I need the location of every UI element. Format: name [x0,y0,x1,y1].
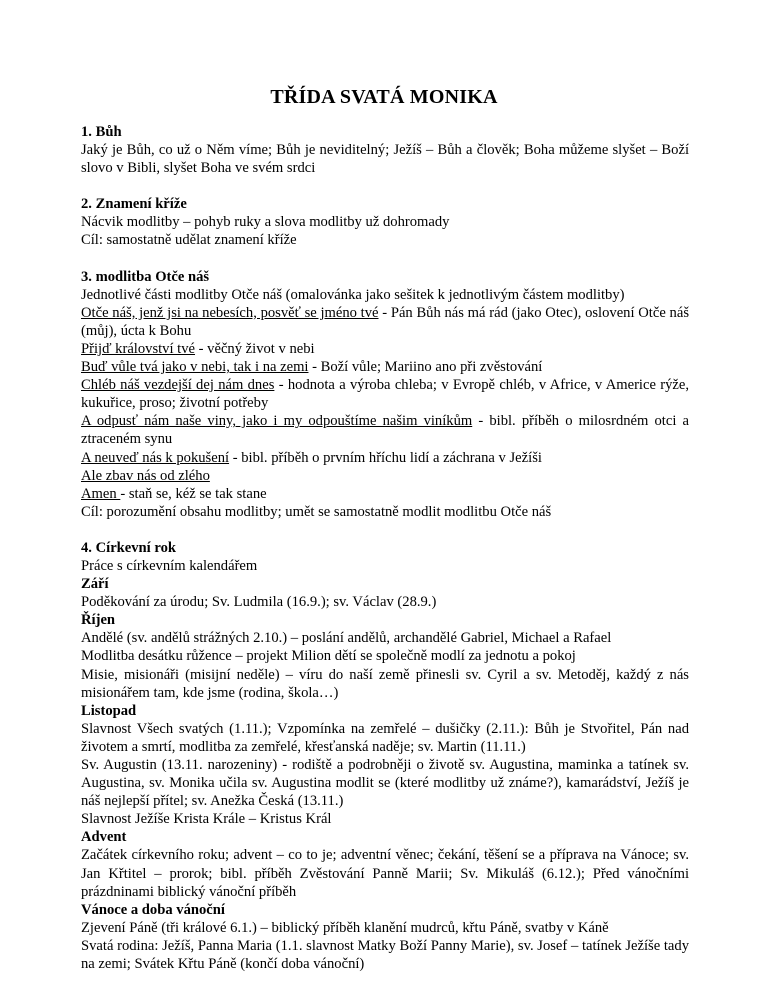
section-heading-buh: 1. Bůh [81,124,122,140]
section-intro: Práce s církevním kalendářem [81,557,258,574]
prayer-desc: - Pán Bůh nás má rád (jako Otec), oslovení Otče náš (můj), úcta k Bohu [81,304,689,339]
prayer-part [81,485,689,503]
section-heading-otce-nas: 3. modlitba Otče náš [81,268,210,285]
month-text: Slavnost Všech svatých (1.11.); Vzpomínka na zemřelé – dušičky (2.11.): Bůh je Stvořitel, Pán nad životem a smrtí, modlitba za zemřelé, křesťanská naděje; sv. Martin (11.11.) [81,720,689,755]
prayer-part [81,358,689,376]
section-gap [81,177,689,195]
period-text: Zjevení Páně (tři králové 6.1.) – biblický příběh klanění mudrců, křtu Páně, svatby v Káně [81,919,609,936]
period-text: Svatá rodina: Ježíš, Panna Maria (1.1. slavnost Matky Boží Panny Marie), sv. Josef – tatínek Ježíše tady na zemi; Svátek Křtu Páně (končí doba vánoční) [81,937,689,973]
section-goal: Cíl: porozumění obsahu modlitby; umět se samostatně modlit modlitbu Otče náš [81,503,552,520]
month-heading-listopad: Listopad [81,702,137,719]
prayer-part [81,412,689,448]
prayer-desc: - bibl. příběh o milosrdném otci a ztraceném synu [81,413,689,448]
prayer-part [81,340,689,358]
month-text: Andělé (sv. andělů strážných 2.10.) – poslání andělů, archandělé Gabriel, Michael a Rafael [81,630,612,647]
prayer-phrase: Ale zbav nás od zlého [81,467,210,484]
month-text: Modlitba desátku růžence – projekt Milion dětí se společně modlí za jednotu a pokoj [81,648,576,665]
document-body [81,123,689,973]
prayer-desc: - staň se, kéž se tak stane [120,485,267,502]
prayer-phrase: Chléb náš vezdejší dej nám dnes [81,377,275,394]
section-text-line: Nácvik modlitby – pohyb ruky a slova modlitby už dohromady [81,214,450,231]
page-title: TŘÍDA SVATÁ MONIKA [270,86,498,108]
period-text: Začátek církevního roku; advent – co to je; adventní věnec; čekání, těšení se a příprava na Vánoce; sv. Jan Křtitel – prorok; bibl. příběh Zvěstování Panně Marii; Sv. Mikuláš (6.12.); Před vánočními prázdninami biblický vánoční příběh [81,847,689,900]
prayer-part [81,304,689,340]
prayer-desc: - bibl. příběh o prvním hříchu lidí a záchrana v Ježíši [229,449,542,466]
section-gap [81,521,689,539]
prayer-phrase: Otče náš, jenž jsi na nebesích, posvěť se jméno tvé [81,304,379,321]
section-heading-cirkevni-rok: 4. Církevní rok [81,539,177,556]
section-gap [81,250,689,268]
period-heading-advent: Advent [81,829,127,846]
prayer-desc: - věčný život v nebi [195,340,315,357]
month-text: Poděkování za úrodu; Sv. Ludmila (16.9.); sv. Václav (28.9.) [81,594,437,611]
prayer-part [81,376,689,412]
prayer-desc: - Boží vůle; Mariino ano při zvěstování [308,359,543,376]
prayer-part [81,467,689,485]
month-text: Sv. Augustin (13.11. narozeniny) - rodiště a podrobněji o životě sv. Augustina, maminka a tatínek sv. Augustina, sv. Monika učila sv. Augustina modlit se (které modlitby už známe?), kamarádství, Ježíš je náš nejlepší přítel; sv. Anežka Česká (13.11.) [81,757,689,810]
period-heading-vanoce: Vánoce a doba vánoční [81,901,225,918]
month-text: Misie, misionáři (misijní neděle) – víru do naší země přinesli sv. Cyril a sv. Metoděj, každý z nás misionářem tam, kde jsme (rodina, škola…) [81,666,689,701]
prayer-desc: - hodnota a výroba chleba; v Evropě chléb, v Africe, v Americe rýže, kukuřice, proso; životní potřeby [81,377,690,412]
prayer-phrase: A odpusť nám naše viny, jako i my odpouštíme našim viníkům [81,413,473,430]
month-text: Slavnost Ježíše Krista Krále – Kristus Král [81,811,332,828]
prayer-phrase: Buď vůle tvá jako v nebi, tak i na zemi [81,359,309,376]
month-heading-rijen: Říjen [81,612,116,629]
prayer-phrase: Amen [81,485,121,502]
section-heading-znameni-krize: 2. Znamení kříže [81,196,187,213]
section-intro: Jednotlivé části modlitby Otče náš (omalovánka jako sešitek k jednotlivým částem modlitby) [81,286,625,303]
section-goal: Cíl: samostatně udělat znamení kříže [81,232,297,249]
prayer-part [81,449,689,467]
month-heading-zari: Září [81,576,109,593]
prayer-phrase: Přijď království tvé [81,340,196,357]
prayer-phrase: A neuveď nás k pokušení [81,449,230,466]
section-text-buh: Jaký je Bůh, co už o Něm víme; Bůh je neviditelný; Ježíš – Bůh a člověk; Boha můžeme slyšet – Boží slovo v Bibli, slyšet Boha ve svém srdci [81,142,689,177]
